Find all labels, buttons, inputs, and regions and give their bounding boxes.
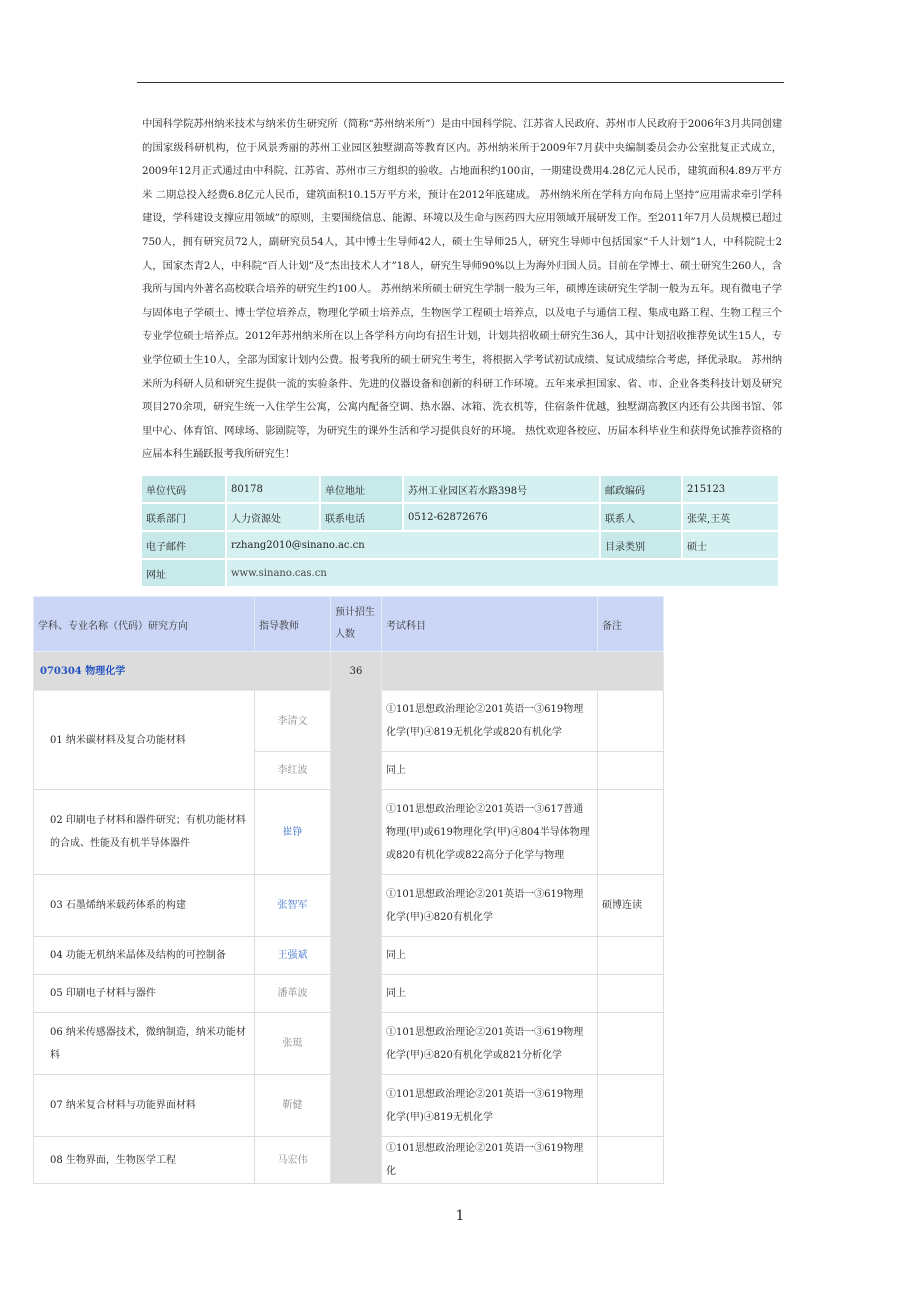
teacher-cell[interactable]: 张珽 [255, 1013, 331, 1075]
unit-code-value: 80178 [226, 475, 320, 503]
note-cell [598, 937, 664, 975]
exam-cell: ①101思想政治理论②201英语一③619物理化学(甲)④819无机化学或820有机化学 [382, 691, 598, 752]
web-link[interactable] [226, 559, 779, 587]
note-cell [598, 1013, 664, 1075]
teacher-cell[interactable]: 靳健 [255, 1075, 331, 1137]
exam-cell: ①101思想政治理论②201英语一③617普通物理(甲)或619物理化学(甲)④804半导体物理或820有机化学或822高分子化学与物理 [382, 790, 598, 875]
exam-cell: 同上 [382, 975, 598, 1013]
dept-label: 联系部门 [141, 503, 226, 531]
page-number: 1 [455, 1208, 465, 1224]
web-label: 网址 [141, 559, 226, 587]
teacher-cell[interactable]: 王强斌 [255, 937, 331, 975]
note-cell: 硕博连读 [598, 875, 664, 937]
email-value[interactable]: rzhang2010@sinano.ac.cn [226, 531, 600, 559]
teacher-cell[interactable]: 李清文 [255, 691, 331, 752]
header-major: 学科、专业名称（代码）研究方向 [34, 597, 255, 652]
exam-cell: ①101思想政治理论②201英语一③619物理化学(甲)④820有机化学或821分析化学 [382, 1013, 598, 1075]
exam-cell: ①101思想政治理论②201英语一③619物理化 [382, 1137, 598, 1184]
direction-cell: 02 印刷电子材料和器件研究；有机功能材料的合成、性能及有机半导体器件 [34, 790, 255, 875]
direction-cell: 06 纳米传感器技术，微纳制造，纳米功能材料 [34, 1013, 255, 1075]
address-value: 苏州工业园区若水路398号 [403, 475, 600, 503]
contact-value: 张荣,王英 [682, 503, 779, 531]
direction-cell: 08 生物界面，生物医学工程 [34, 1137, 255, 1184]
email-label: 电子邮件 [141, 531, 226, 559]
catalog-label: 目录类别 [600, 531, 682, 559]
unit-code-label: 单位代码 [141, 475, 226, 503]
header-count: 预计招生人数 [331, 597, 382, 652]
intro-paragraph: 中国科学院苏州纳米技术与纳米仿生研究所（简称“苏州纳米所”）是由中国科学院、江苏省人民政府、苏州市人民政府于2006年3月共同创建的国家级科研机构，位于风景秀丽的苏州工业园区独墅湖高等教育区内。苏州纳米所于2009年7月获中央编制委员会办公室批复正式成立，2009年12月正式通过由中科院、江苏省、苏州市三方组织的验收。占地面积约100亩，一期建设费用4.28亿元人民币，建筑面积4.89万平方米 二期总投入经费6.8亿元人民币，建筑面积10.15万平方米，预计在2012年底建成。 苏州纳米所在学科方向布局上坚持“应用需求牵引学科建设，学科建设支撑应用领域”的原则，主要围绕信息、能源、环境以及生命与医药四大应用领域开展研发工作。至2011年7月人员规模已超过750人，拥有研究员72人，副研究员54人，其中博士生导师42人，硕士生导师25人，研究生导师中包括国家“千人计划”1人，中科院院士2人，国家杰青2人，中科院“百人计划”及“杰出技术人才”18人，研究生导师90%以上为海外归国人员。目前在学博士、硕士研究生260人，含我所与国内外著名高校联合培养的研究生约100人。 苏州纳米所硕士研究生学制一般为三年，硕博连读研究生学制一般为五年。现有微电子学与固体电子学硕士、博士学位培养点，物理化学硕士培养点，生物医学工程硕士培养点，以及电子与通信工程、集成电路工程、生物工程三个专业学位硕士培养点。2012年苏州纳米所在以上各学科方向均有招生计划，计划共招收硕士研究生36人，其中计划招收推荐免试生15人，专业学位硕士生10人，全部为国家计划内公费。报考我所的硕士研究生考生，将根据入学考试初试成绩、复试成绩综合考虑，择优录取。 苏州纳米所为科研人员和研究生提供一流的实验条件、先进的仪器设备和创新的科研工作环境。五年来承担国家、省、市、企业各类科技计划及研究项目270余项，研究生统一入住学生公寓，公寓内配备空调、热水器、冰箱、洗衣机等，住宿条件优越，独墅湖高教区内还有公共图书馆、邻里中心、体育馆、网球场、影剧院等，为研究生的课外生活和学习提供良好的环境。 热忱欢迎各校应、历届本科毕业生和获得免试推荐资格的应届本科生踊跃报考我所研究生！ [142, 118, 782, 461]
exam-cell: ①101思想政治理论②201英语一③619物理化学(甲)④820有机化学 [382, 875, 598, 937]
phone-label: 联系电话 [320, 503, 403, 531]
category-row [34, 652, 664, 691]
teacher-cell[interactable]: 张智军 [255, 875, 331, 937]
header-teacher: 指导教师 [255, 597, 331, 652]
admission-table [33, 596, 664, 1184]
exam-cell: 同上 [382, 752, 598, 790]
dept-value: 人力资源处 [226, 503, 320, 531]
teacher-cell[interactable]: 崔铮 [255, 790, 331, 875]
unit-info-table [140, 474, 780, 588]
website-link[interactable]: www.sinano.cas.cn [231, 567, 327, 579]
header-note: 备注 [598, 597, 664, 652]
postcode-value: 215123 [682, 475, 779, 503]
contact-label: 联系人 [600, 503, 682, 531]
phone-value: 0512-62872676 [403, 503, 600, 531]
address-label: 单位地址 [320, 475, 403, 503]
header-exam: 考试科目 [382, 597, 598, 652]
enrollment-count: 36 [331, 652, 382, 1184]
table-header-row [34, 597, 664, 652]
teacher-cell[interactable]: 潘革波 [255, 975, 331, 1013]
note-cell [598, 1137, 664, 1184]
direction-cell: 07 纳米复合材料与功能界面材料 [34, 1075, 255, 1137]
exam-cell: ①101思想政治理论②201英语一③619物理化学(甲)④819无机化学 [382, 1075, 598, 1137]
note-cell [598, 1075, 664, 1137]
category-label[interactable]: 070304 物理化学 [34, 652, 331, 691]
exam-cell: 同上 [382, 937, 598, 975]
direction-cell: 04 功能无机纳米晶体及结构的可控制备 [34, 937, 255, 975]
postcode-label: 邮政编码 [600, 475, 682, 503]
note-cell [598, 752, 664, 790]
category-filler [382, 652, 664, 691]
header-rule [137, 82, 784, 83]
direction-cell: 01 纳米碳材料及复合功能材料 [34, 691, 255, 790]
note-cell [598, 691, 664, 752]
teacher-cell[interactable]: 马宏伟 [255, 1137, 331, 1184]
teacher-cell[interactable]: 李红波 [255, 752, 331, 790]
catalog-value: 硕士 [682, 531, 779, 559]
direction-cell: 03 石墨烯纳米载药体系的构建 [34, 875, 255, 937]
direction-cell: 05 印刷电子材料与器件 [34, 975, 255, 1013]
note-cell [598, 790, 664, 875]
note-cell [598, 975, 664, 1013]
